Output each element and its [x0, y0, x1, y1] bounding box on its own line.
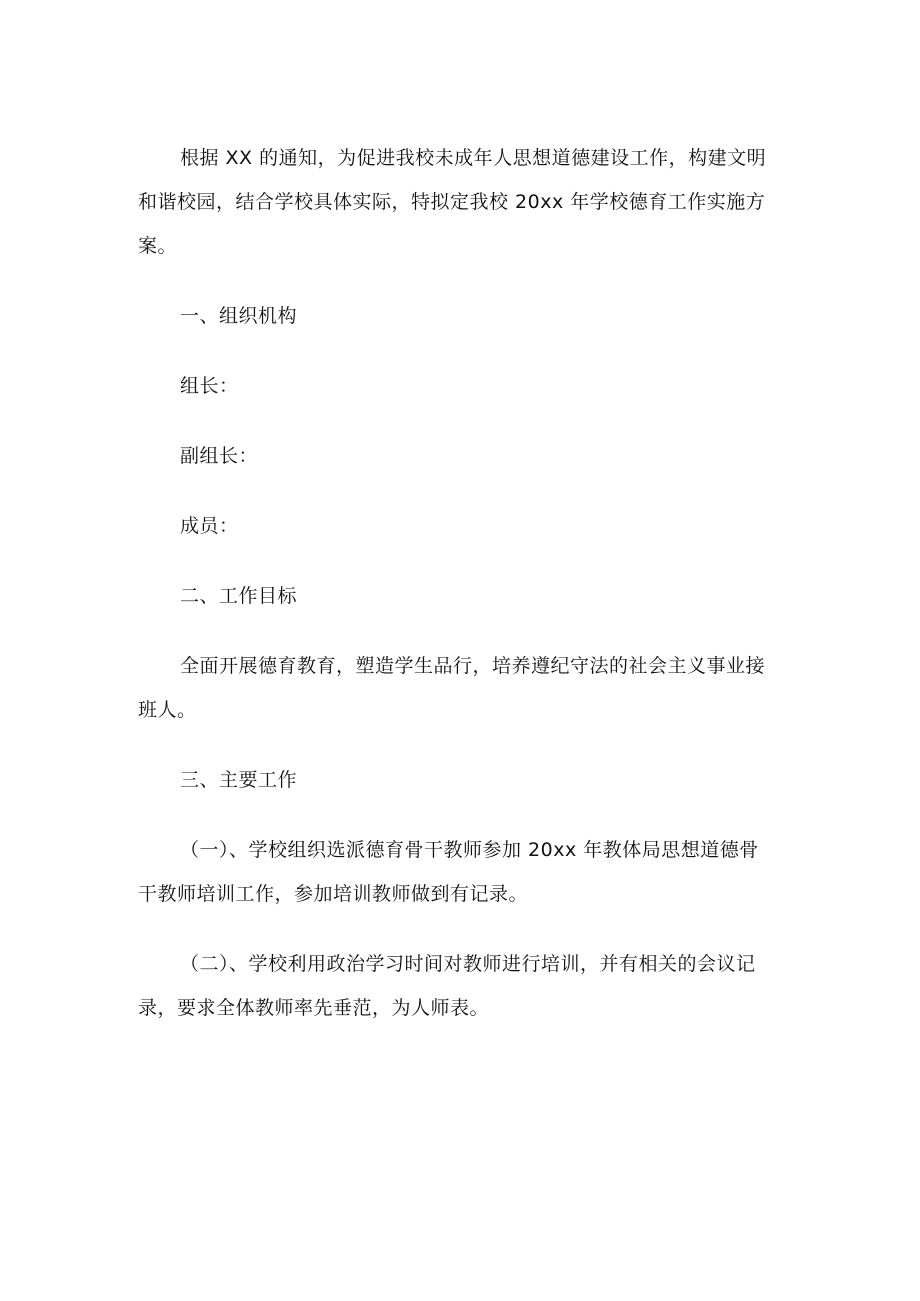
- intro-paragraph: 根据 XX 的通知，为促进我校未成年人思想道德建设工作，构建文明和谐校园，结合学校具体实际，特拟定我校 20xx 年学校德育工作实施方案。: [138, 147, 767, 257]
- team-leader-line: 组长：: [180, 375, 239, 397]
- section-heading-goals: 二、工作目标: [180, 585, 298, 607]
- work-item-2: （二）、学校利用政治学习时间对教师进行培训，并有相关的会议记录，要求全体教师率先垂范，为人师表。: [138, 953, 756, 1019]
- goals-paragraph: 全面开展德育教育，塑造学生品行，培养遵纪守法的社会主义事业接班人。: [138, 655, 766, 721]
- section-heading-main-work: 三、主要工作: [180, 769, 298, 791]
- deputy-leader-line: 副组长：: [180, 445, 259, 467]
- work-item-1: （一）、学校组织选派德育骨干教师参加 20xx 年教体局思想道德骨干教师培训工作，参加培训教师做到有记录。: [138, 839, 759, 905]
- section-heading-organization: 一、组织机构: [180, 305, 298, 327]
- members-line: 成员：: [180, 515, 239, 537]
- document-body: [138, 136, 778, 1030]
